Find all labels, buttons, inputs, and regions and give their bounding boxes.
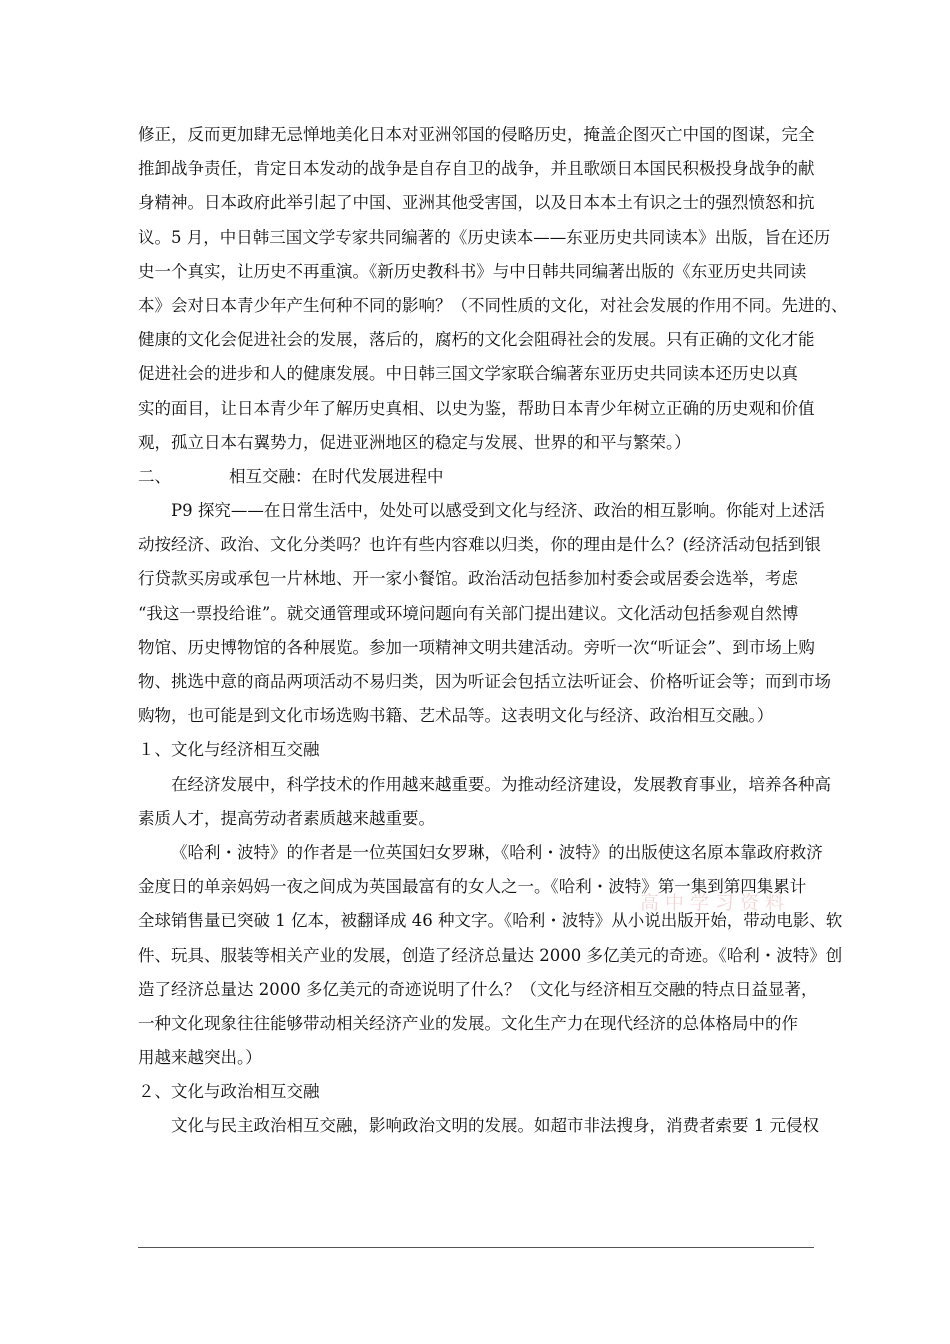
section-heading	[138, 460, 814, 494]
paragraph-line: 观，孤立日本右翼势力，促进亚洲地区的稳定与发展、世界的和平与繁荣。）	[138, 432, 691, 452]
subsection-heading: ２、文化与政治相互交融	[138, 1082, 320, 1102]
paragraph-line: 本》会对日本青少年产生何种不同的影响？（不同性质的文化，对社会发展的作用不同。先进的、	[138, 295, 848, 315]
paragraph-line: 修正，反而更加肆无忌惮地美化日本对亚洲邻国的侵略历史，掩盖企图灭亡中国的图谋，完全	[138, 125, 815, 144]
paragraph-line: 在经济发展中，科学技术的作用越来越重要。为推动经济建设，发展教育事业，培养各种高	[171, 774, 831, 794]
subsection-heading: １、文化与经济相互交融	[138, 740, 320, 760]
paragraph-line: 《哈利・波特》的作者是一位英国妇女罗琳，《哈利・波特》的出版使这名原本靠政府救济	[171, 842, 823, 862]
paragraph-line: 全球销售量已突破 1 亿本，被翻译成 46 种文字。《哈利・波特》从小说出版开始，带动电影、软	[138, 911, 843, 931]
paragraph-line: “我这一票投给谁”。就交通管理或环境问题向有关部门提出建议。文化活动包括参观自然博	[138, 603, 799, 623]
watermark: 高中学习资料	[640, 892, 791, 914]
paragraph-line: 件、玩具、服装等相关产业的发展，创造了经济总量达 2000 多亿美元的奇迹。《哈利・波特》创	[138, 945, 843, 965]
paragraph-line: 物馆、历史博物馆的各种展览。参加一项精神文明共建活动。旁听一次“听证会”、到市场上购	[138, 637, 815, 657]
paragraph-line: 一种文化现象往往能够带动相关经济产业的发展。文化生产力在现代经济的总体格局中的作	[138, 1013, 798, 1033]
paragraph-line: 议。5 月，中日韩三国文学专家共同编著的《历史读本——东亚历史共同读本》出版，旨在还历	[138, 227, 831, 247]
paragraph-line: 促进社会的进步和人的健康发展。中日韩三国文学家联合编著东亚历史共同读本还历史以真	[138, 364, 798, 384]
paragraph-line: P9 探究——在日常生活中，处处可以感受到文化与经济、政治的相互影响。你能对上述活	[171, 501, 825, 521]
paragraph-line: 金度日的单亲妈妈一夜之间成为英国最富有的女人之一。《哈利・波特》第一集到第四集累计	[138, 877, 807, 897]
footer-divider	[138, 1247, 814, 1248]
paragraph-line: 史一个真实，让历史不再重演。《新历史教科书》与中日韩共同编著出版的《东亚历史共同读	[138, 261, 807, 281]
paragraph-line: 造了经济总量达 2000 多亿美元的奇迹说明了什么？（文化与经济相互交融的特点日益显著，	[138, 979, 818, 999]
section-number: 二、	[138, 466, 171, 486]
paragraph-line: 健康的文化会促进社会的发展，落后的，腐朽的文化会阻碍社会的发展。只有正确的文化才能	[138, 330, 815, 350]
paragraph-line: 身精神。日本政府此举引起了中国、亚洲其他受害国，以及日本本土有识之士的强烈愤怒和抗	[138, 193, 815, 213]
paragraph-line: 行贷款买房或承包一片林地、开一家小餐馆。政治活动包括参加村委会或居委会选举，考虑	[138, 569, 798, 589]
document-body	[138, 118, 848, 1144]
paragraph-line: 实的面目，让日本青少年了解历史真相、以史为鉴，帮助日本青少年树立正确的历史观和价值	[138, 398, 815, 418]
paragraph-line: 推卸战争责任，肯定日本发动的战争是自存自卫的战争，并且歌颂日本国民积极投身战争的献	[138, 159, 815, 179]
section-title: 相互交融：在时代发展进程中	[229, 466, 444, 486]
paragraph-line: 素质人才，提高劳动者素质越来越重要。	[138, 808, 435, 828]
paragraph-line: 动按经济、政治、文化分类吗？也许有些内容难以归类，你的理由是什么？(经济活动包括到银	[138, 535, 821, 555]
paragraph-line: 物、挑选中意的商品两项活动不易归类，因为听证会包括立法听证会、价格听证会等；而到市场	[138, 672, 831, 691]
paragraph-line: 文化与民主政治相互交融，影响政治文明的发展。如超市非法搜身，消费者索要 1 元侵权	[171, 1116, 819, 1136]
paragraph-line: 用越来越突出。）	[138, 1048, 262, 1068]
paragraph-line: 购物，也可能是到文化市场选购书籍、艺术品等。这表明文化与经济、政治相互交融。）	[138, 706, 774, 726]
